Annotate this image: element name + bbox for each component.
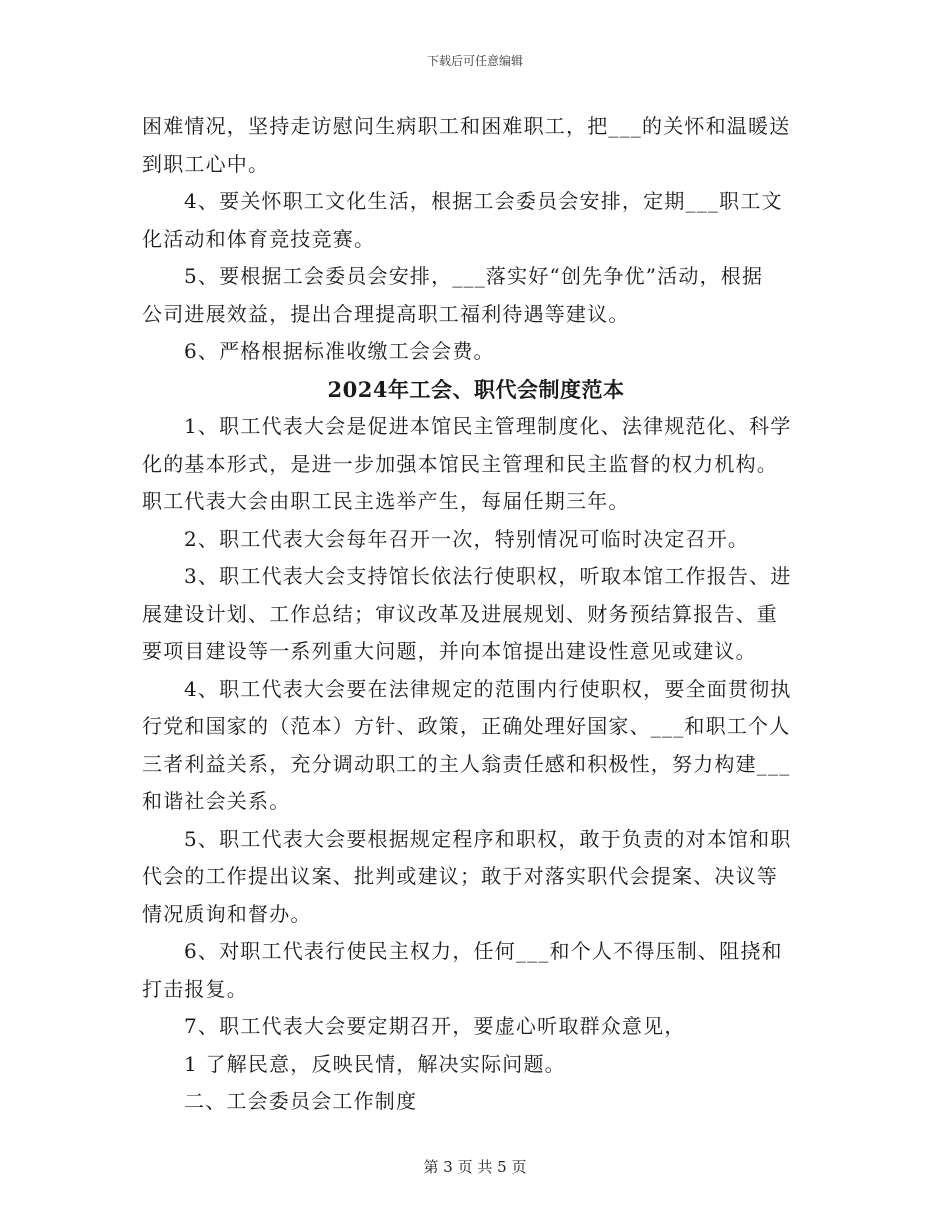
- text-line: 代会的工作提出议案、批判或建议；敢于对落实职代会提案、决议等: [142, 864, 778, 888]
- text-line: 化的基本形式，是进一步加强本馆民主管理和民主监督的权力机构。: [142, 451, 778, 476]
- text-line: 要项目建设等一系列重大问题，并向本馆提出建设性意见或建议。: [142, 639, 757, 663]
- text-line: 困难情况，坚持走访慰问生病职工和困难职工，把___的关怀和温暖送: [142, 114, 791, 138]
- text-line: 6、对职工代表行使民主权力，任何___和个人不得压制、阻挠和: [184, 939, 783, 963]
- text-line: 展建设计划、工作总结；审议改革及进展规划、财务预结算报告、重: [142, 601, 778, 626]
- text-line: 1、职工代表大会是促进本馆民主管理制度化、法律规范化、科学: [184, 414, 792, 438]
- text-line: 公司进展效益，提出合理提高职工福利待遇等建议。: [142, 301, 630, 326]
- text-line: 职工代表大会由职工民主选举产生，每届任期三年。: [142, 489, 630, 513]
- section-title: 2024年工会、职代会制度范本: [327, 376, 625, 402]
- text-line: 7、职工代表大会要定期召开，要虚心听取群众意见，: [184, 1014, 686, 1038]
- text-line: 打击报复。: [142, 976, 248, 1001]
- text-line: 5、职工代表大会要根据规定程序和职权，敢于负责的对本馆和职: [184, 826, 792, 851]
- text-line: 三者利益关系，充分调动职工的主人翁责任感和积极性，努力构建___: [142, 751, 791, 776]
- text-line: 和谐社会关系。: [142, 789, 291, 813]
- text-line: 到职工心中。: [142, 151, 270, 176]
- text-line: 5、要根据工会委员会安排，___落实好“创先争优”活动，根据: [184, 264, 764, 288]
- text-line: 6、严格根据标准收缴工会会费。: [184, 339, 495, 363]
- text-line: 二、工会委员会工作制度: [184, 1089, 418, 1113]
- page-footer: 第 3 页 共 5 页: [423, 1158, 527, 1176]
- document-body: [142, 108, 810, 1121]
- page-header: 下载后可任意编辑: [426, 54, 523, 68]
- text-line: 化活动和体育竞技竞赛。: [142, 226, 376, 251]
- text-line: 4、要关怀职工文化生活，根据工会委员会安排，定期___职工文: [184, 189, 783, 213]
- text-line: 4、职工代表大会要在法律规定的范围内行使职权，要全面贯彻执: [184, 676, 792, 701]
- text-line: 行党和国家的（范本）方针、政策，正确处理好国家、___和职工个人: [142, 714, 791, 738]
- text-line: 3、职工代表大会支持馆长依法行使职权，听取本馆工作报告、进: [184, 564, 792, 588]
- text-line: 情况质询和督办。: [142, 901, 312, 926]
- text-line: 2、职工代表大会每年召开一次，特别情况可临时决定召开。: [184, 526, 750, 551]
- text-line: 1 了解民意，反映民情，解决实际问题。: [184, 1051, 566, 1076]
